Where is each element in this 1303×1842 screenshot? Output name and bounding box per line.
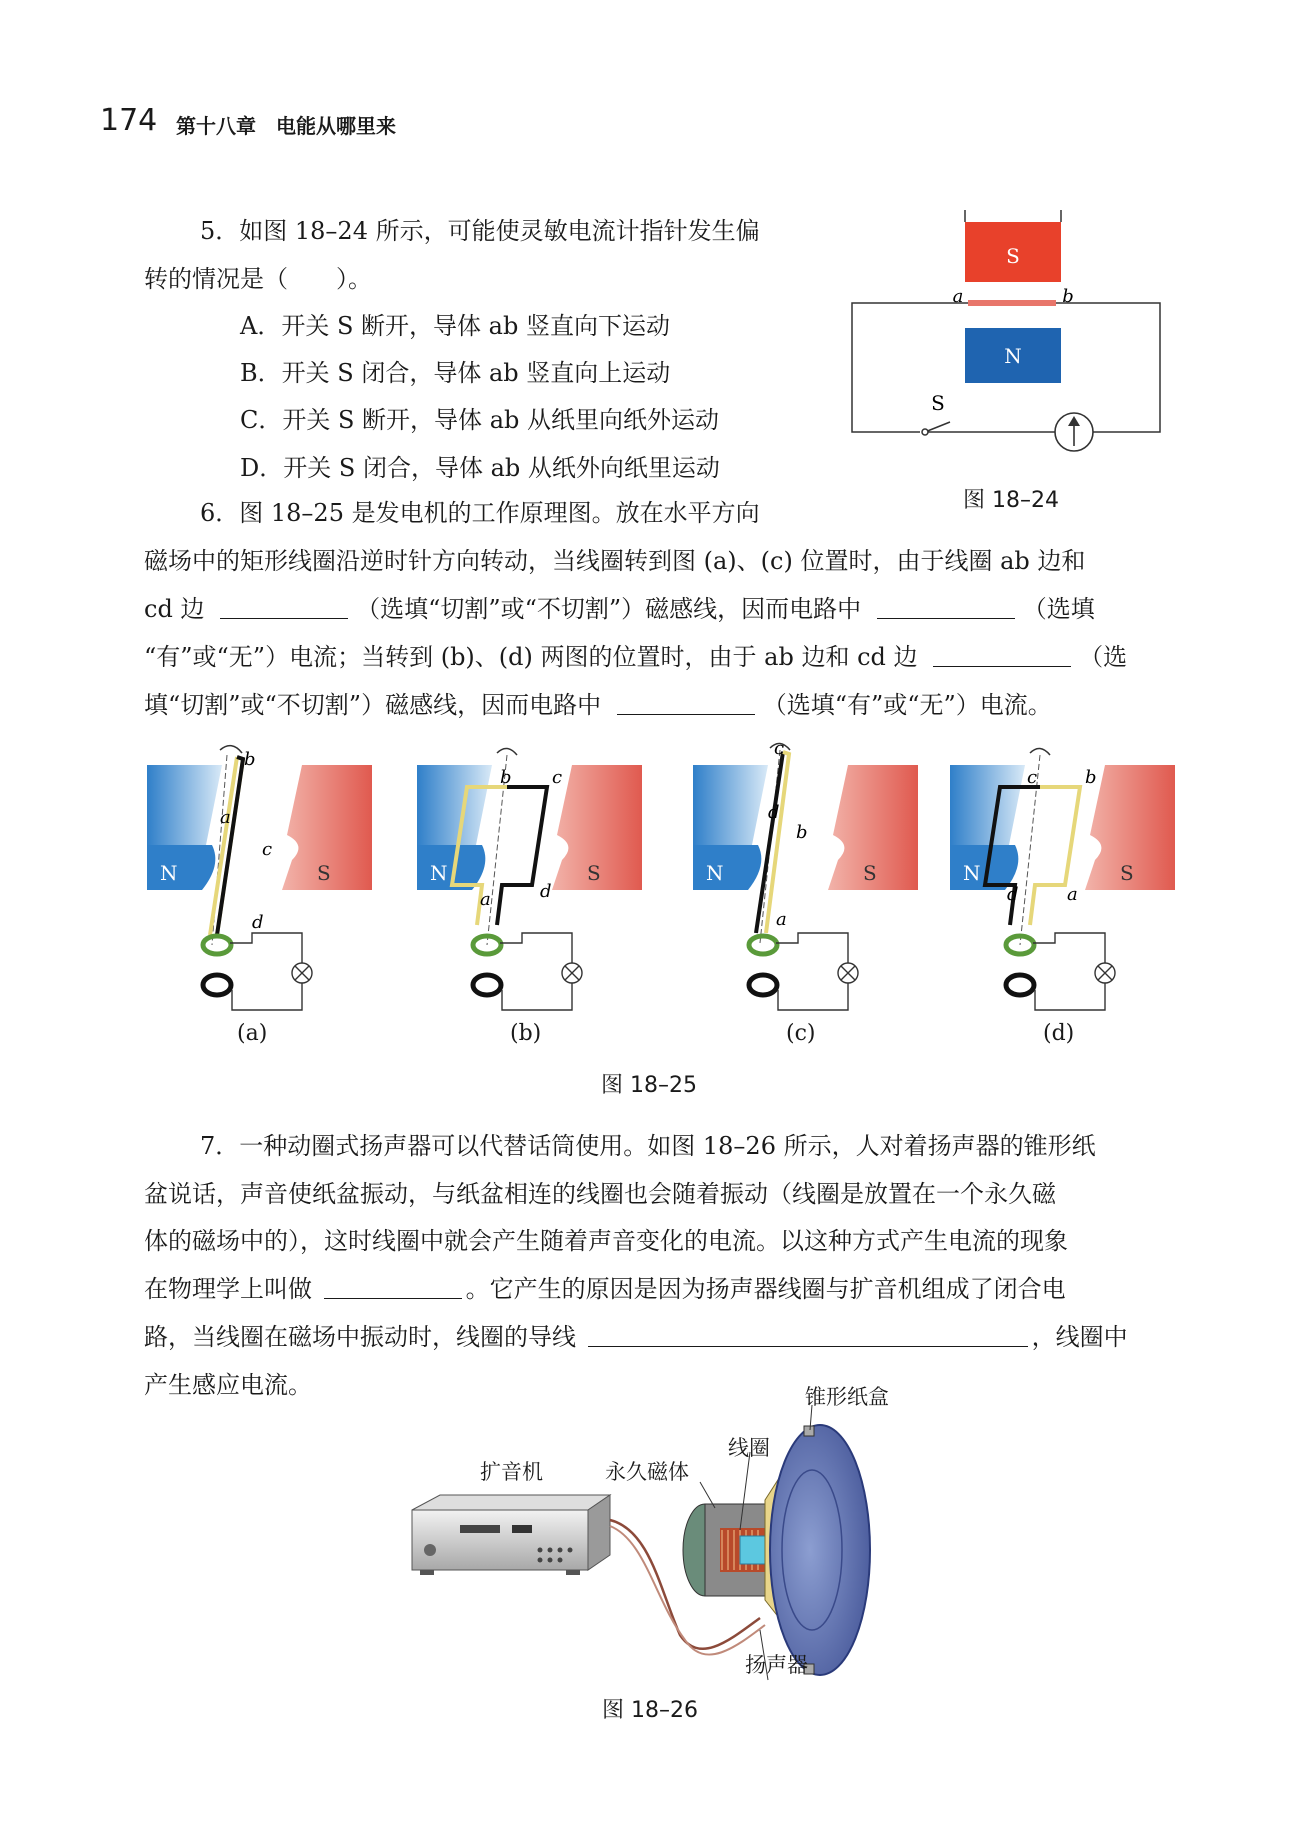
generator-panel-a [142, 745, 392, 1025]
q6-blank-2[interactable] [877, 598, 1015, 619]
q5-option-d: D．开关 S 闭合，导体 ab 从纸外向纸里运动 [240, 454, 720, 482]
panel-d-label-1: c [1027, 767, 1038, 788]
fig26-caption: 图 18–26 [602, 1698, 698, 1723]
q7-line6: 产生感应电流。 [144, 1371, 312, 1399]
page-number: 174 [100, 103, 158, 138]
pole-n-label: N [160, 861, 178, 885]
generator-panel-d [945, 745, 1195, 1025]
conductor-ab [968, 300, 1056, 306]
q7-line1: 7．一种动圈式扬声器可以代替话筒使用。如图 18–26 所示，人对着扬声器的锥形纸 [200, 1132, 1096, 1160]
amplifier-icon [412, 1495, 610, 1575]
switch-contact [922, 429, 928, 435]
panel-a-label-1: b [244, 749, 256, 770]
q6-blank-4[interactable] [617, 694, 755, 715]
panel-a-label-4: d [252, 912, 264, 933]
q7-line3: 体的磁场中的），这时线圈中就会产生随着声音变化的电流。以这种方式产生电流的现象 [144, 1227, 1068, 1255]
label-cone: 锥形纸盒 [805, 1385, 889, 1409]
q6-blank-3[interactable] [933, 646, 1071, 667]
label-amplifier: 扩音机 [480, 1460, 543, 1484]
pole-s-label: S [317, 861, 331, 885]
panel-a-label-3: c [262, 839, 273, 860]
generator-panel-b [412, 745, 662, 1025]
panel-b-label-4: d [540, 881, 552, 902]
q7-line5: 路，当线圈在磁场中振动时，线圈的导线 ，线圈中 [144, 1323, 1128, 1351]
label-speaker: 扬声器 [745, 1653, 808, 1677]
pole-n-label: N [430, 861, 448, 885]
chapter-title: 第十八章 电能从哪里来 [176, 114, 396, 138]
q5-line1: 5．如图 18–24 所示，可能使灵敏电流计指针发生偏 [200, 217, 760, 245]
fig24-caption: 图 18–24 [963, 488, 1059, 513]
fig25-caption: 图 18–25 [601, 1073, 697, 1098]
switch-label: S [931, 391, 945, 415]
figure-18-24 [850, 210, 1180, 460]
q6-line3: cd 边 （选填“切割”或“不切割”）磁感线，因而电路中 （选填 [144, 595, 1095, 623]
pole-n-label: N [963, 861, 981, 885]
panel-d-tag: (d) [1043, 1021, 1075, 1046]
panel-c-label-1: c [774, 738, 785, 759]
q5-option-a: A．开关 S 断开，导体 ab 竖直向下运动 [240, 312, 670, 340]
panel-c-label-2: d [768, 802, 780, 823]
pole-n-label: N [706, 861, 724, 885]
q5-option-b: B．开关 S 闭合，导体 ab 竖直向上运动 [240, 359, 671, 387]
q5-option-c: C．开关 S 断开，导体 ab 从纸里向纸外运动 [240, 406, 719, 434]
panel-b-label-2: c [552, 767, 563, 788]
panel-d-label-3: d [1007, 884, 1019, 905]
q7-blank-1[interactable] [324, 1278, 462, 1299]
panel-b-label-3: a [480, 889, 491, 910]
pole-s-label: S [1120, 861, 1134, 885]
q6-line4: “有”或“无”）电流；当转到 (b)、(d) 两图的位置时，由于 ab 边和 cd 边 （选 [144, 643, 1128, 671]
generator-panel-c [688, 738, 938, 1028]
magnet-s-label: S [1006, 244, 1020, 268]
q7-line4: 在物理学上叫做 。它产生的原因是因为扬声器线圈与扩音机组成了闭合电 [144, 1275, 1066, 1303]
speaker-cone-icon [765, 1425, 870, 1675]
panel-b-tag: (b) [510, 1021, 542, 1046]
label-coil: 线圈 [728, 1436, 770, 1460]
q6-line5: 填“切割”或“不切割”）磁感线，因而电路中 （选填“有”或“无”）电流。 [144, 691, 1052, 719]
q6-line2: 磁场中的矩形线圈沿逆时针方向转动，当线圈转到图 (a)、(c) 位置时，由于线圈 ab 边和 [144, 547, 1086, 575]
q5-line2: 转的情况是（ ）。 [144, 265, 372, 293]
pole-s-label: S [587, 861, 601, 885]
pole-s-label: S [863, 861, 877, 885]
panel-c-label-3: b [796, 822, 808, 843]
conductor-label-a: a [952, 286, 964, 307]
q6-blank-1[interactable] [220, 598, 348, 619]
panel-d-label-2: b [1085, 767, 1097, 788]
panel-c-tag: (c) [786, 1021, 816, 1046]
conductor-label-b: b [1062, 286, 1074, 307]
figure-18-26 [400, 1390, 880, 1690]
panel-a-tag: (a) [237, 1021, 268, 1046]
panel-c-label-4: a [776, 909, 787, 930]
panel-b-label-1: b [500, 767, 512, 788]
label-permanent-magnet: 永久磁体 [605, 1460, 689, 1484]
q7-blank-2[interactable] [588, 1326, 1028, 1347]
magnet-n-label: N [1004, 344, 1022, 368]
panel-d-label-4: a [1067, 884, 1078, 905]
q6-line1: 6．图 18–25 是发电机的工作原理图。放在水平方向 [200, 499, 760, 527]
q7-line2: 盆说话，声音使纸盆振动，与纸盆相连的线圈也会随着振动（线圈是放置在一个永久磁 [144, 1180, 1056, 1208]
panel-a-label-2: a [220, 807, 231, 828]
